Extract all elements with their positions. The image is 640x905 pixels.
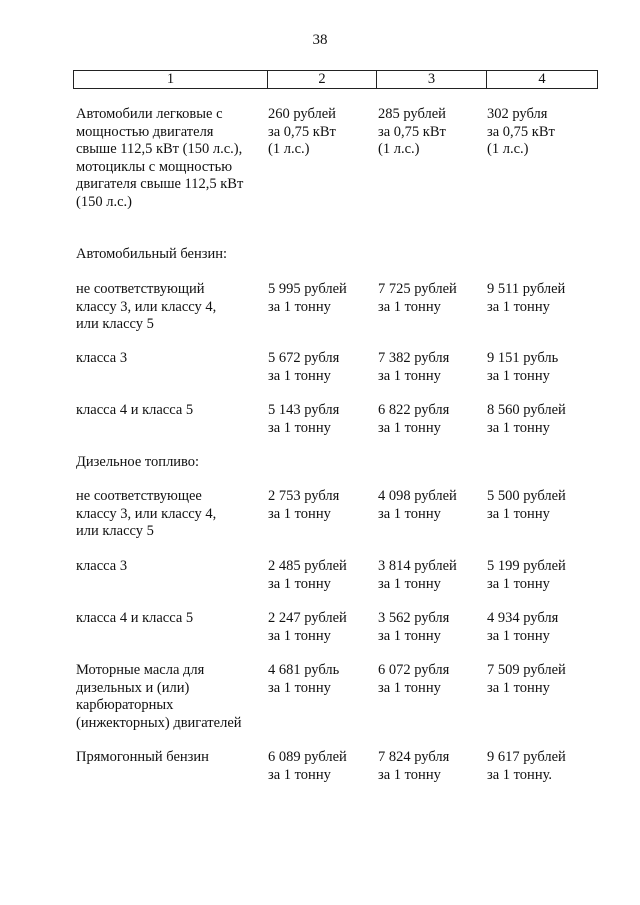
rate-column-2: 260 рублей за 0,75 кВт (1 л.с.) (268, 106, 336, 157)
row-label: Прямогонный бензин (76, 749, 209, 765)
rate-column-4: 8 560 рублей за 1 тонну (487, 402, 566, 436)
rate-column-4: 4 934 рубля за 1 тонну (487, 610, 559, 644)
rate-column-2: 2 485 рублей за 1 тонну (268, 558, 347, 592)
rate-column-4: 5 500 рублей за 1 тонну (487, 488, 566, 522)
section-heading-diesel: Дизельное топливо: (76, 454, 200, 470)
column-header-2: 2 (268, 71, 377, 89)
rate-column-2: 2 753 рубля за 1 тонну (268, 488, 340, 522)
section-heading-gasoline: Автомобильный бензин: (76, 246, 228, 262)
rate-column-3: 4 098 рублей за 1 тонну (378, 488, 457, 522)
rate-column-3: 285 рублей за 0,75 кВт (1 л.с.) (378, 106, 446, 157)
row-label: класса 4 и класса 5 (76, 610, 194, 626)
row-label: Моторные масла для дизельных и (или) карбюраторных (инжекторных) двигателей (76, 662, 242, 731)
rate-column-4: 9 511 рублей за 1 тонну (487, 281, 566, 315)
page-number: 38 (312, 32, 328, 48)
rate-column-4: 9 617 рублей за 1 тонну. (487, 749, 566, 783)
rate-column-4: 302 рубля за 0,75 кВт (1 л.с.) (487, 106, 555, 157)
rate-column-3: 6 072 рубля за 1 тонну (378, 662, 450, 696)
rate-column-2: 4 681 рубль за 1 тонну (268, 662, 340, 696)
row-label: не соответствующий классу 3, или классу 4, или классу 5 (76, 281, 217, 332)
rate-column-3: 6 822 рубля за 1 тонну (378, 402, 450, 436)
column-header-4: 4 (487, 71, 598, 89)
rate-column-3: 3 814 рублей за 1 тонну (378, 558, 457, 592)
rate-column-3: 3 562 рубля за 1 тонну (378, 610, 450, 644)
row-label: класса 3 (76, 558, 128, 574)
rate-column-3: 7 824 рубля за 1 тонну (378, 749, 450, 783)
row-label: Автомобили легковые с мощностью двигателя свыше 112,5 кВт (150 л.с.), мотоциклы с мощностью двигателя свыше 112,5 кВт (150 л.с.) (76, 106, 244, 210)
rate-column-2: 5 995 рублей за 1 тонну (268, 281, 347, 315)
column-header-1: 1 (74, 71, 268, 89)
rate-column-2: 5 143 рубля за 1 тонну (268, 402, 340, 436)
column-header-3: 3 (377, 71, 487, 89)
rate-column-2: 5 672 рубля за 1 тонну (268, 350, 340, 384)
rate-column-3: 7 382 рубля за 1 тонну (378, 350, 450, 384)
rate-column-2: 6 089 рублей за 1 тонну (268, 749, 347, 783)
rate-column-4: 5 199 рублей за 1 тонну (487, 558, 566, 592)
rate-column-4: 9 151 рубль за 1 тонну (487, 350, 559, 384)
row-label: класса 4 и класса 5 (76, 402, 194, 418)
row-label: не соответствующее классу 3, или классу 4, или классу 5 (76, 488, 217, 539)
column-header-table (73, 70, 598, 89)
rate-column-2: 2 247 рублей за 1 тонну (268, 610, 347, 644)
rate-column-3: 7 725 рублей за 1 тонну (378, 281, 457, 315)
rate-column-4: 7 509 рублей за 1 тонну (487, 662, 566, 696)
row-label: класса 3 (76, 350, 128, 366)
